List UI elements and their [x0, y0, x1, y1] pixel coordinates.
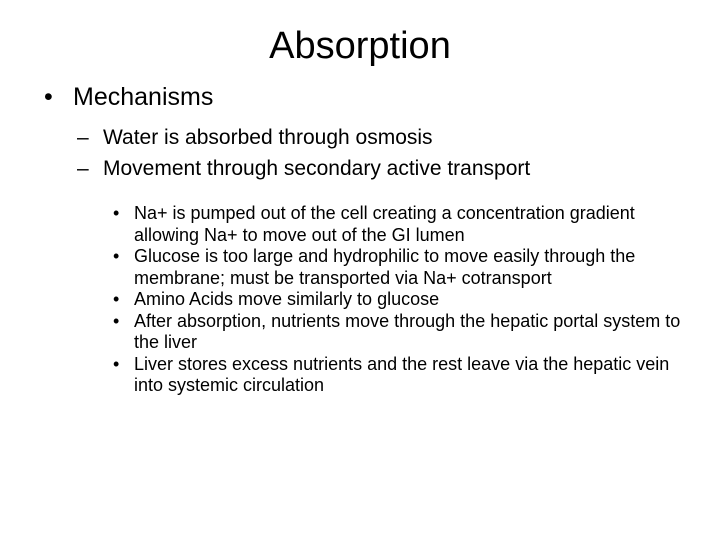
dot-marker: • [113, 203, 120, 223]
sub-bullet-item [77, 153, 699, 184]
detail-bullet-text: Amino Acids move similarly to glucose [134, 289, 440, 309]
dash-marker: – [77, 157, 89, 180]
dot-marker: • [113, 289, 120, 309]
sub-bullet-list [77, 122, 699, 184]
detail-bullet-item [113, 311, 683, 354]
dot-marker: • [113, 310, 120, 331]
detail-bullet-text: Glucose is too large and hydrophilic to move easily through the membrane; must be transported via Na+ cotransport [134, 246, 636, 288]
slide-title: Absorption [269, 25, 451, 67]
dot-marker: • [113, 246, 120, 266]
detail-bullet-text: Na+ is pumped out of the cell creating a concentration gradient allowing Na+ to move out of the GI lumen [134, 203, 635, 245]
detail-bullet-item [113, 203, 683, 246]
bullet-marker: • [44, 83, 53, 111]
bullet-text: Mechanisms [73, 83, 214, 111]
sub-bullet-text: Water is absorbed through osmosis [103, 126, 433, 149]
detail-bullet-item [113, 246, 683, 289]
sub-bullet-item [77, 122, 699, 153]
detail-bullet-list [113, 203, 683, 397]
dash-marker: – [77, 126, 89, 149]
dot-marker: • [113, 353, 120, 374]
sub-bullet-text: Movement through secondary active transport [103, 157, 531, 180]
detail-bullet-item [113, 354, 683, 397]
detail-bullet-text: Liver stores excess nutrients and the rest leave via the hepatic vein into systemic circulation [134, 353, 670, 395]
detail-bullet-item [113, 289, 683, 311]
detail-bullet-text: After absorption, nutrients move through the hepatic portal system to the liver [134, 310, 681, 352]
